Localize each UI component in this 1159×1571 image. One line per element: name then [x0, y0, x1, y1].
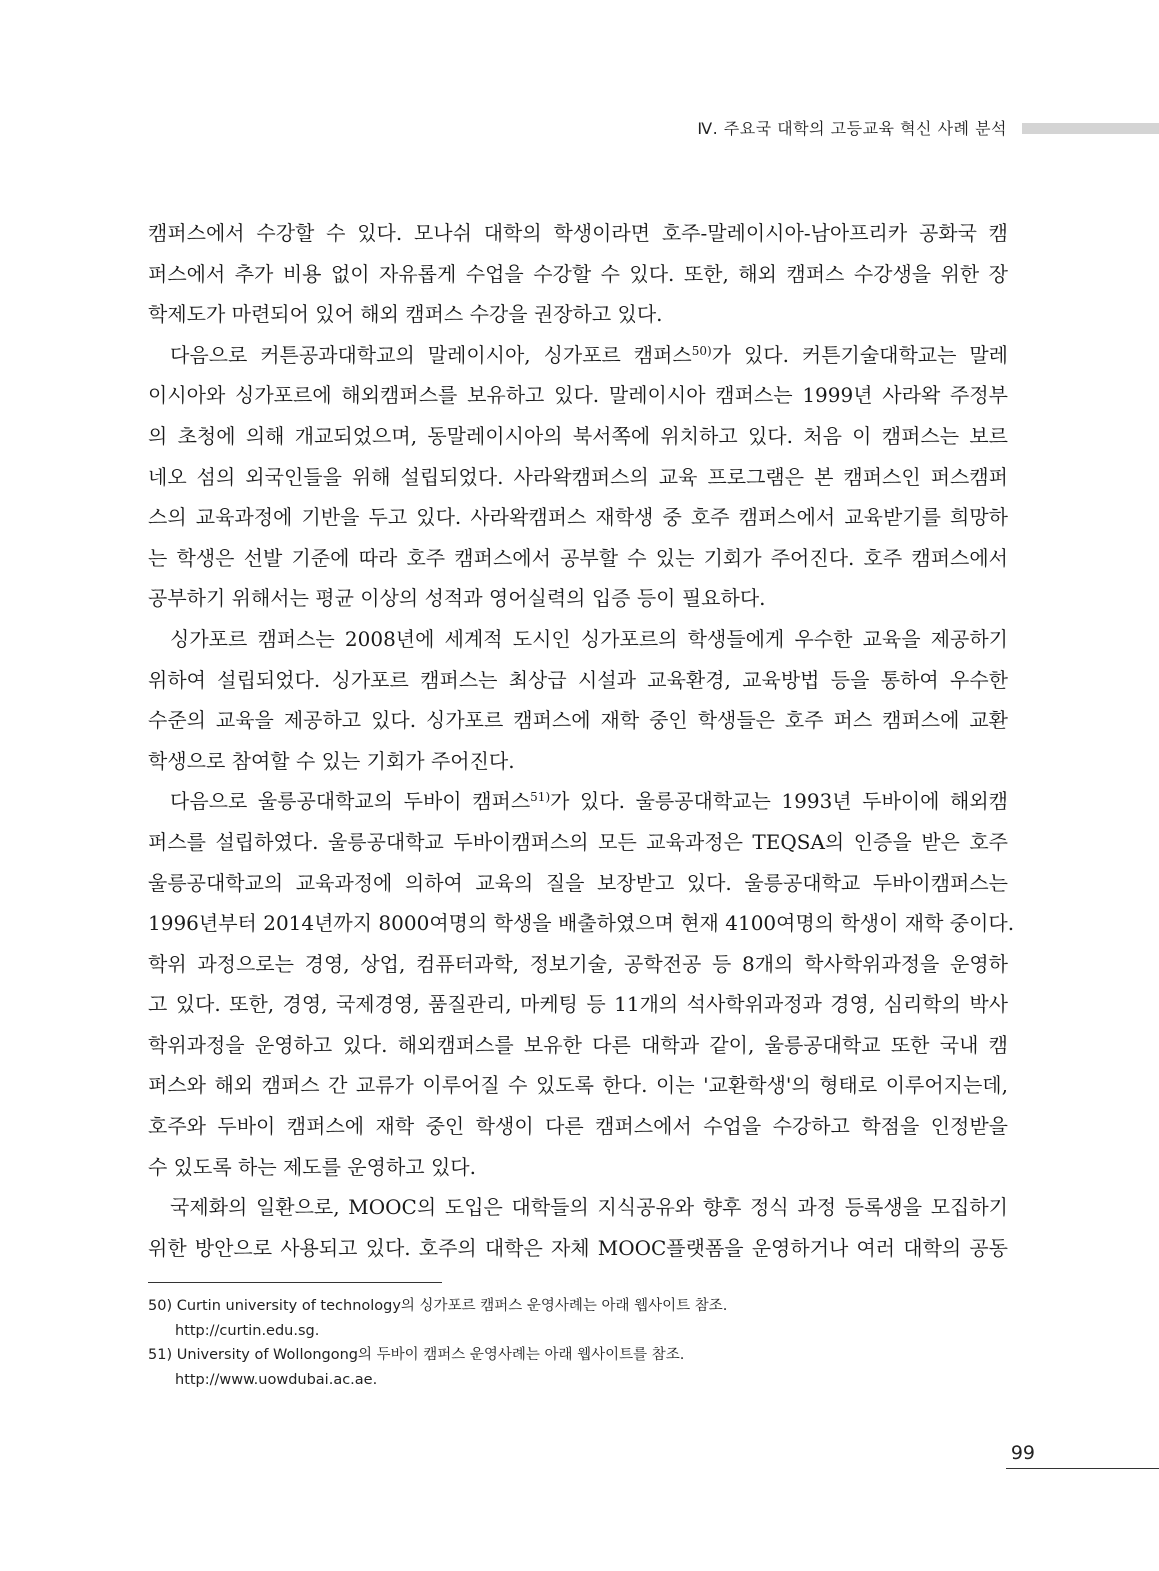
text-line: 퍼스에서 추가 비용 없이 자유롭게 수업을 수강할 수 있다. 또한, 해외 캠퍼스 수강생을 위한 장 [148, 261, 1008, 286]
text-line: 는 학생은 선발 기준에 따라 호주 캠퍼스에서 공부할 수 있는 기회가 주어진다. 호주 캠퍼스에서 [148, 545, 1008, 570]
text-line: 1996년부터 2014년까지 8000여명의 학생을 배출하였으며 현재 4100여명의 학생이 재학 중이다. [148, 911, 1015, 936]
text-line: 고 있다. 또한, 경영, 국제경영, 품질관리, 마케팅 등 11개의 석사학위과정과 경영, 심리학의 박사 [148, 992, 1008, 1017]
footnotes [148, 1294, 1008, 1392]
text-line: 위하여 설립되었다. 싱가포르 캠퍼스는 최상급 시설과 교육환경, 교육방법 등을 통하여 우수한 [148, 667, 1008, 692]
text-line: 학위 과정으로는 경영, 상업, 컴퓨터과학, 정보기술, 공학전공 등 8개의 학사학위과정을 운영하 [148, 951, 1008, 976]
text-line: 위한 방안으로 사용되고 있다. 호주의 대학은 자체 MOOC플랫폼을 운영하거나 여러 대학의 공동 [148, 1235, 1008, 1260]
text-line: 퍼스와 해외 캠퍼스 간 교류가 이루어질 수 있도록 한다. 이는 '교환학생'의 형태로 이루어지는데, [148, 1073, 1008, 1098]
text-line: 네오 섬의 외국인들을 위해 설립되었다. 사라왁캠퍼스의 교육 프로그램은 본 캠퍼스인 퍼스캠퍼 [148, 464, 1008, 489]
footnote-divider [148, 1282, 442, 1283]
text-line: 호주와 두바이 캠퍼스에 재학 중인 학생이 다른 캠퍼스에서 수업을 수강하고 학점을 인정받을 [148, 1114, 1008, 1139]
text-segment: 다음으로 울릉공대학교의 두바이 캠퍼스 [170, 789, 531, 814]
text-line: 수 있도록 하는 제도를 운영하고 있다. [148, 1154, 476, 1179]
text-line: 스의 교육과정에 기반을 두고 있다. 사라왁캠퍼스 재학생 중 호주 캠퍼스에서 교육받기를 희망하 [148, 505, 1008, 530]
text-line: 퍼스를 설립하였다. 울릉공대학교 두바이캠퍼스의 모든 교육과정은 TEQSA의 인증을 받은 호주 [148, 829, 1008, 854]
text-line [148, 781, 1008, 822]
page-number: 99 [1010, 1442, 1035, 1464]
text-line: 학생으로 참여할 수 있는 기회가 주어진다. [148, 748, 515, 773]
text-line: 국제화의 일환으로, MOOC의 도입은 대학들의 지식공유와 향후 정식 과정 등록생을 모집하기 [170, 1195, 1008, 1220]
footnote-ref-50[interactable]: 50) [691, 343, 712, 358]
footnote-50: 50) Curtin university of technology의 싱가포르 캠퍼스 운영사례는 아래 웹사이트 참조. [148, 1298, 728, 1314]
text-line: 학위과정을 운영하고 있다. 해외캠퍼스를 보유한 다른 대학과 같이, 울릉공대학교 또한 국내 캠 [148, 1032, 1008, 1057]
footnote-51-url[interactable]: http://www.uowdubai.ac.ae. [175, 1371, 378, 1388]
footnote-50-url[interactable]: http://curtin.edu.sg. [175, 1322, 320, 1339]
text-segment: 다음으로 커튼공과대학교의 말레이시아, 싱가포르 캠퍼스 [170, 342, 692, 367]
text-segment: 가 있다. 커튼기술대학교는 말레 [711, 342, 1009, 367]
header-bar [1022, 123, 1159, 134]
text-line: 공부하기 위해서는 평균 이상의 성적과 영어실력의 입증 등이 필요하다. [148, 586, 766, 611]
footnote-ref-51[interactable]: 51) [530, 790, 551, 805]
text-line [148, 335, 1008, 376]
text-segment: 가 있다. 울릉공대학교는 1993년 두바이에 해외캠 [550, 789, 1009, 814]
text-line: 학제도가 마련되어 있어 해외 캠퍼스 수강을 권장하고 있다. [148, 302, 663, 327]
footnote-51: 51) University of Wollongong의 두바이 캠퍼스 운영사례는 아래 웹사이트를 참조. [148, 1347, 685, 1363]
text-line: 울릉공대학교의 교육과정에 의하여 교육의 질을 보장받고 있다. 울릉공대학교 두바이캠퍼스는 [148, 870, 1008, 895]
running-header [0, 116, 1159, 142]
text-line: 수준의 교육을 제공하고 있다. 싱가포르 캠퍼스에 재학 중인 학생들은 호주 퍼스 캠퍼스에 교환 [148, 708, 1008, 733]
text-line: 의 초청에 의해 개교되었으며, 동말레이시아의 북서쪽에 위치하고 있다. 처음 이 캠퍼스는 보르 [148, 423, 1008, 448]
chapter-title: Ⅳ. 주요국 대학의 고등교육 혁신 사례 분석 [697, 119, 1007, 138]
text-line: 싱가포르 캠퍼스는 2008년에 세계적 도시인 싱가포르의 학생들에게 우수한 교육을 제공하기 [170, 626, 1008, 651]
text-line: 캠퍼스에서 수강할 수 있다. 모나쉬 대학의 학생이라면 호주-말레이시아-남아프리카 공화국 캠 [148, 221, 1008, 245]
body-text [148, 213, 1015, 1268]
text-line: 이시아와 싱가포르에 해외캠퍼스를 보유하고 있다. 말레이시아 캠퍼스는 1999년 사라왁 주정부 [148, 383, 1008, 408]
page-number-rule [1006, 1468, 1159, 1469]
